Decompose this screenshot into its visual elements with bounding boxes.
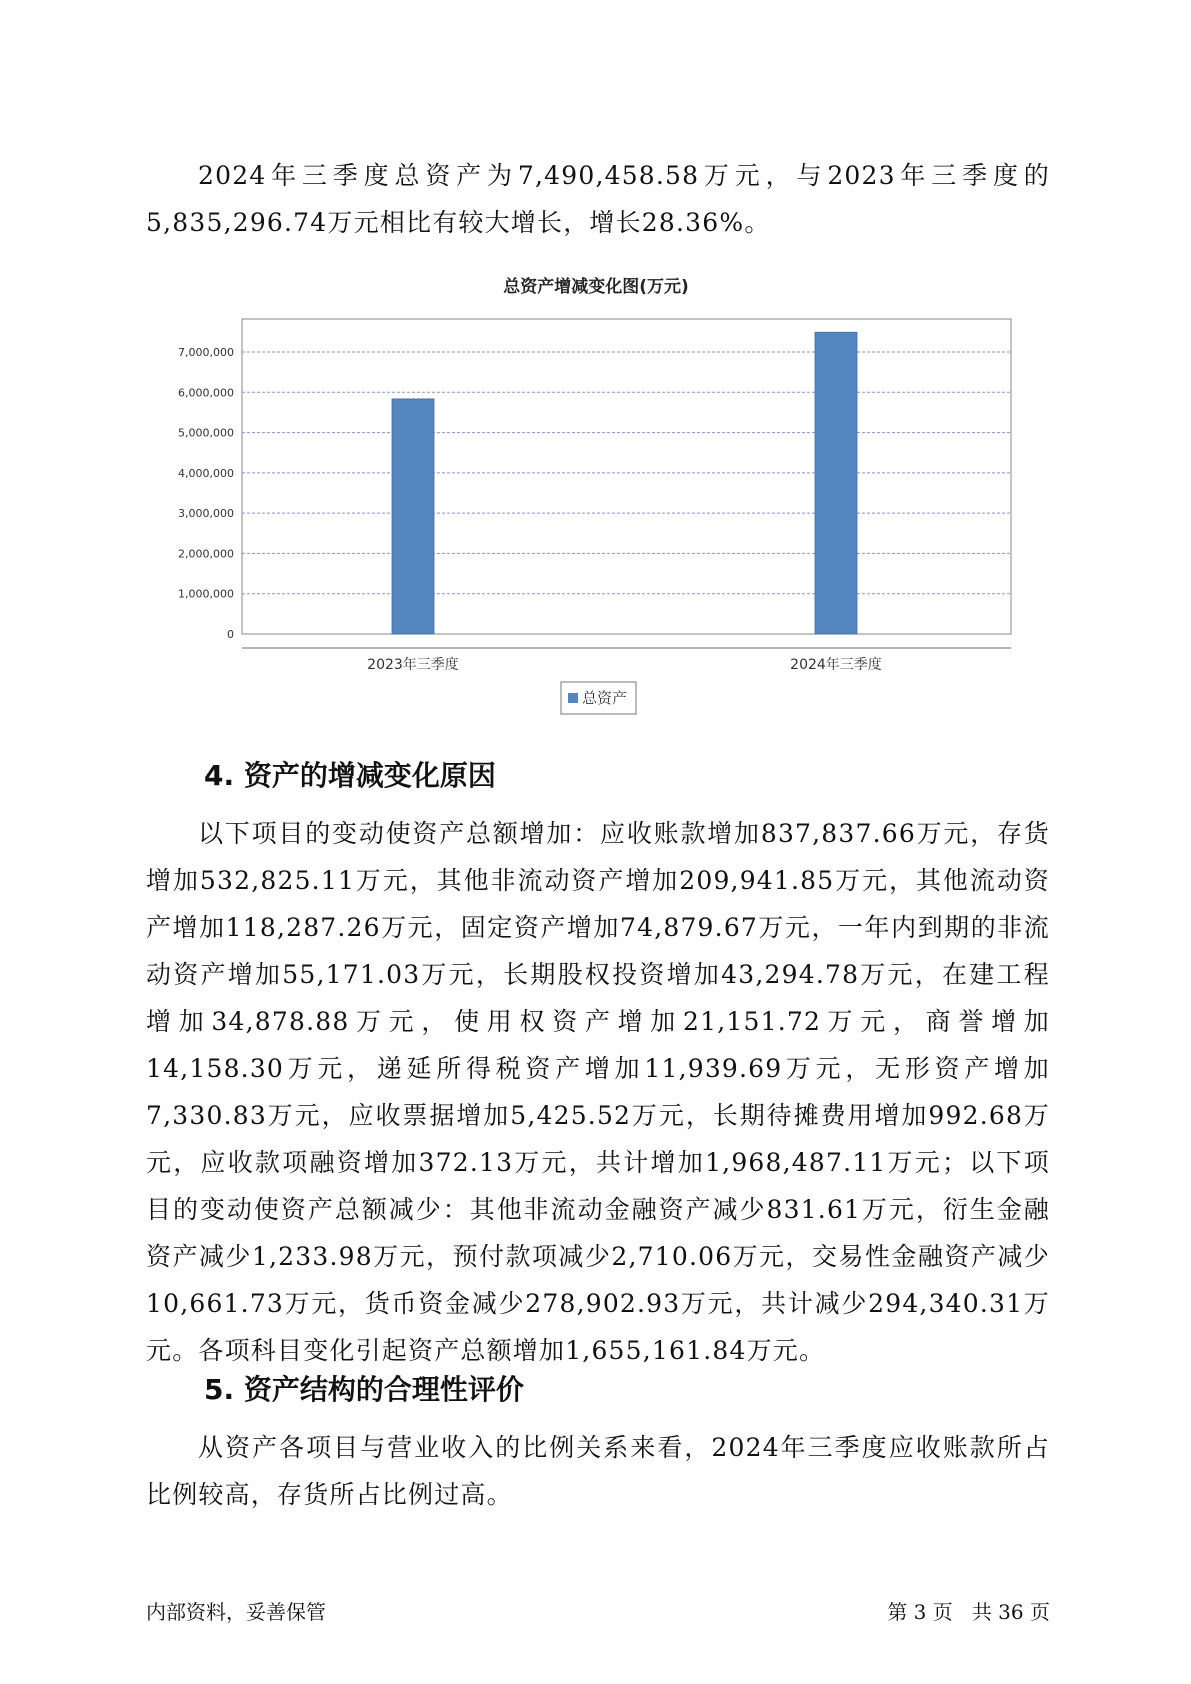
y-tick-label: 4,000,000 [178, 466, 234, 480]
intro-paragraph: 2024年三季度总资产为7,490,458.58万元，与2023年三季度的5,835,296.74万元相比有较大增长，增长28.36%。 [146, 161, 1050, 237]
y-axis-ticks [178, 346, 234, 641]
section4-heading: 4. 资产的增减变化原因 [204, 759, 496, 792]
y-tick-label: 6,000,000 [178, 386, 234, 400]
y-tick-label: 0 [227, 628, 234, 641]
x-category-label: 2023年三季度 [367, 657, 459, 673]
footer-left: 内部资料，妥善保管 [146, 1600, 326, 1624]
section5-paragraph: 从资产各项目与营业收入的比例关系来看，2024年三季度应收账款所占比例较高，存货所占比例过高。 [146, 1433, 1050, 1509]
bar-1 [392, 399, 434, 634]
chart-title: 总资产增减变化图(万元) [503, 277, 689, 297]
bar-2 [815, 332, 857, 634]
y-tick-label: 5,000,000 [178, 426, 234, 440]
section4-paragraph: 以下项目的变动使资产总额增加：应收账款增加837,837.66万元，存货增加532,825.11万元，其他非流动资产增加209,941.85万元，其他流动资产增加118,287.26万元，固定资产增加74,879.67万元，一年内到期的非流动资产增加55,171.03万元，长期股权投资增加43,294.78万元，在建工程增加34,878.88万元，使用权资产增加21,151.72万元，商誉增加14,158.30万元，递延所得税资产增加11,939.69万元，无形资产增加7,330.83万元，应收票据增加5,425.52万元，长期待摊费用增加992.68万元，应收款项融资增加372.13万元，共计增加1,968,487.11万元；以下项目的变动使资产总额减少：其他非流动金融资产减少831.61万元，衍生金融资产减少1,233.98万元，预付款项减少2,710.06万元，交易性金融资产减少10,661.73万元，货币资金减少278,902.93万元，共计减少294,340.31万元。各项科目变化引起资产总额增加1,655,161.84万元。 [146, 819, 1050, 1365]
y-tick-label: 7,000,000 [178, 346, 234, 359]
y-tick-label: 3,000,000 [178, 507, 234, 521]
total-assets-bar-chart [0, 0, 1191, 720]
plot-area [242, 319, 1011, 634]
footer-page-number: 第 3 页 共 36 页 [887, 1600, 1050, 1624]
y-tick-label: 1,000,000 [178, 587, 234, 601]
x-category-label: 2024年三季度 [790, 657, 882, 673]
legend [561, 682, 636, 714]
legend-label: 总资产 [582, 689, 628, 707]
legend-swatch [568, 693, 578, 703]
y-tick-label: 2,000,000 [178, 547, 234, 561]
section5-heading: 5. 资产结构的合理性评价 [204, 1373, 524, 1406]
x-axis-categories [367, 656, 882, 673]
